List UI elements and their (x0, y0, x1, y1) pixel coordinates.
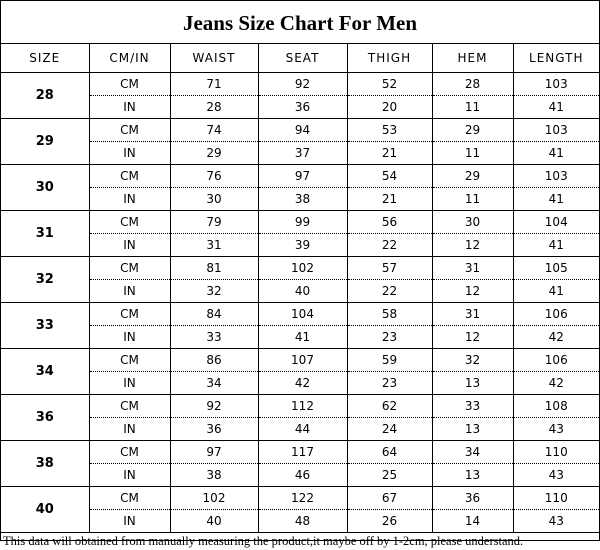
size-cell: 34 (1, 349, 89, 395)
hem-cell: 28 (432, 73, 513, 96)
hem-cell: 11 (432, 188, 513, 211)
hem-cell: 31 (432, 303, 513, 326)
thigh-cell: 56 (347, 211, 432, 234)
hem-cell: 12 (432, 234, 513, 257)
length-cell: 105 (513, 257, 599, 280)
seat-cell: 39 (258, 234, 347, 257)
thigh-cell: 26 (347, 510, 432, 533)
waist-cell: 97 (170, 441, 258, 464)
unit-cell: CM (89, 73, 170, 96)
hem-cell: 14 (432, 510, 513, 533)
thigh-cell: 22 (347, 280, 432, 303)
seat-cell: 107 (258, 349, 347, 372)
table-row-in (1, 188, 599, 211)
seat-cell: 92 (258, 73, 347, 96)
hem-cell: 13 (432, 464, 513, 487)
unit-cell: IN (89, 142, 170, 165)
seat-cell: 36 (258, 96, 347, 119)
size-cell: 28 (1, 73, 89, 119)
table-row-cm (1, 257, 599, 280)
thigh-cell: 25 (347, 464, 432, 487)
hem-cell: 33 (432, 395, 513, 418)
unit-cell: IN (89, 464, 170, 487)
seat-cell: 117 (258, 441, 347, 464)
seat-cell: 37 (258, 142, 347, 165)
size-cell: 29 (1, 119, 89, 165)
waist-cell: 28 (170, 96, 258, 119)
length-cell: 42 (513, 326, 599, 349)
size-cell: 40 (1, 487, 89, 533)
length-cell: 41 (513, 142, 599, 165)
header-seat: SEAT (258, 44, 347, 73)
thigh-cell: 23 (347, 372, 432, 395)
seat-cell: 38 (258, 188, 347, 211)
unit-cell: IN (89, 96, 170, 119)
size-cell: 30 (1, 165, 89, 211)
chart-title: Jeans Size Chart For Men (1, 1, 599, 44)
header-thigh: THIGH (347, 44, 432, 73)
thigh-cell: 54 (347, 165, 432, 188)
table-row-in (1, 96, 599, 119)
hem-cell: 12 (432, 326, 513, 349)
thigh-cell: 22 (347, 234, 432, 257)
length-cell: 106 (513, 303, 599, 326)
unit-cell: CM (89, 119, 170, 142)
header-size: SIZE (1, 44, 89, 73)
thigh-cell: 23 (347, 326, 432, 349)
thigh-cell: 58 (347, 303, 432, 326)
unit-cell: IN (89, 418, 170, 441)
hem-cell: 32 (432, 349, 513, 372)
seat-cell: 42 (258, 372, 347, 395)
unit-cell: CM (89, 395, 170, 418)
table-row-cm (1, 487, 599, 510)
table-row-in (1, 234, 599, 257)
seat-cell: 94 (258, 119, 347, 142)
table-row-cm (1, 211, 599, 234)
table-row-in (1, 142, 599, 165)
waist-cell: 32 (170, 280, 258, 303)
unit-cell: CM (89, 441, 170, 464)
waist-cell: 102 (170, 487, 258, 510)
seat-cell: 48 (258, 510, 347, 533)
size-table (1, 44, 599, 533)
unit-cell: CM (89, 257, 170, 280)
waist-cell: 29 (170, 142, 258, 165)
table-row-in (1, 326, 599, 349)
thigh-cell: 67 (347, 487, 432, 510)
unit-cell: CM (89, 487, 170, 510)
hem-cell: 31 (432, 257, 513, 280)
size-cell: 31 (1, 211, 89, 257)
length-cell: 43 (513, 418, 599, 441)
seat-cell: 99 (258, 211, 347, 234)
seat-cell: 102 (258, 257, 347, 280)
table-row-in (1, 280, 599, 303)
header-unit: CM/IN (89, 44, 170, 73)
waist-cell: 40 (170, 510, 258, 533)
measurement-note: This data will obtained from manually measuring the product,it maybe off by 1-2cm, please understand. (3, 534, 524, 548)
seat-cell: 41 (258, 326, 347, 349)
size-cell: 33 (1, 303, 89, 349)
unit-cell: IN (89, 372, 170, 395)
length-cell: 110 (513, 441, 599, 464)
length-cell: 43 (513, 510, 599, 533)
unit-cell: CM (89, 165, 170, 188)
table-row-in (1, 464, 599, 487)
table-row-in (1, 510, 599, 533)
waist-cell: 30 (170, 188, 258, 211)
unit-cell: IN (89, 188, 170, 211)
unit-cell: IN (89, 234, 170, 257)
hem-cell: 13 (432, 372, 513, 395)
hem-cell: 13 (432, 418, 513, 441)
table-row-in (1, 418, 599, 441)
table-row-cm (1, 303, 599, 326)
hem-cell: 29 (432, 119, 513, 142)
thigh-cell: 24 (347, 418, 432, 441)
waist-cell: 81 (170, 257, 258, 280)
table-row-cm (1, 119, 599, 142)
length-cell: 43 (513, 464, 599, 487)
waist-cell: 34 (170, 372, 258, 395)
thigh-cell: 59 (347, 349, 432, 372)
seat-cell: 46 (258, 464, 347, 487)
header-hem: HEM (432, 44, 513, 73)
size-table-body (1, 73, 599, 533)
size-cell: 32 (1, 257, 89, 303)
waist-cell: 74 (170, 119, 258, 142)
waist-cell: 71 (170, 73, 258, 96)
waist-cell: 33 (170, 326, 258, 349)
length-cell: 103 (513, 119, 599, 142)
hem-cell: 36 (432, 487, 513, 510)
length-cell: 41 (513, 234, 599, 257)
table-row-cm (1, 73, 599, 96)
seat-cell: 122 (258, 487, 347, 510)
unit-cell: IN (89, 326, 170, 349)
seat-cell: 40 (258, 280, 347, 303)
length-cell: 42 (513, 372, 599, 395)
length-cell: 106 (513, 349, 599, 372)
waist-cell: 31 (170, 234, 258, 257)
waist-cell: 86 (170, 349, 258, 372)
waist-cell: 84 (170, 303, 258, 326)
waist-cell: 79 (170, 211, 258, 234)
length-cell: 104 (513, 211, 599, 234)
unit-cell: CM (89, 211, 170, 234)
thigh-cell: 21 (347, 188, 432, 211)
hem-cell: 11 (432, 142, 513, 165)
length-cell: 41 (513, 188, 599, 211)
seat-cell: 97 (258, 165, 347, 188)
length-cell: 110 (513, 487, 599, 510)
thigh-cell: 53 (347, 119, 432, 142)
length-cell: 103 (513, 165, 599, 188)
unit-cell: CM (89, 303, 170, 326)
hem-cell: 29 (432, 165, 513, 188)
hem-cell: 12 (432, 280, 513, 303)
unit-cell: IN (89, 510, 170, 533)
waist-cell: 38 (170, 464, 258, 487)
thigh-cell: 57 (347, 257, 432, 280)
thigh-cell: 64 (347, 441, 432, 464)
thigh-cell: 52 (347, 73, 432, 96)
header-length: LENGTH (513, 44, 599, 73)
length-cell: 41 (513, 96, 599, 119)
hem-cell: 34 (432, 441, 513, 464)
seat-cell: 44 (258, 418, 347, 441)
header-waist: WAIST (170, 44, 258, 73)
waist-cell: 36 (170, 418, 258, 441)
thigh-cell: 21 (347, 142, 432, 165)
length-cell: 41 (513, 280, 599, 303)
waist-cell: 92 (170, 395, 258, 418)
size-cell: 36 (1, 395, 89, 441)
unit-cell: CM (89, 349, 170, 372)
header-row (1, 44, 599, 73)
seat-cell: 104 (258, 303, 347, 326)
table-row-in (1, 372, 599, 395)
table-row-cm (1, 165, 599, 188)
unit-cell: IN (89, 280, 170, 303)
seat-cell: 112 (258, 395, 347, 418)
length-cell: 108 (513, 395, 599, 418)
thigh-cell: 20 (347, 96, 432, 119)
table-row-cm (1, 395, 599, 418)
table-row-cm (1, 349, 599, 372)
table-row-cm (1, 441, 599, 464)
size-cell: 38 (1, 441, 89, 487)
thigh-cell: 62 (347, 395, 432, 418)
length-cell: 103 (513, 73, 599, 96)
waist-cell: 76 (170, 165, 258, 188)
hem-cell: 11 (432, 96, 513, 119)
hem-cell: 30 (432, 211, 513, 234)
